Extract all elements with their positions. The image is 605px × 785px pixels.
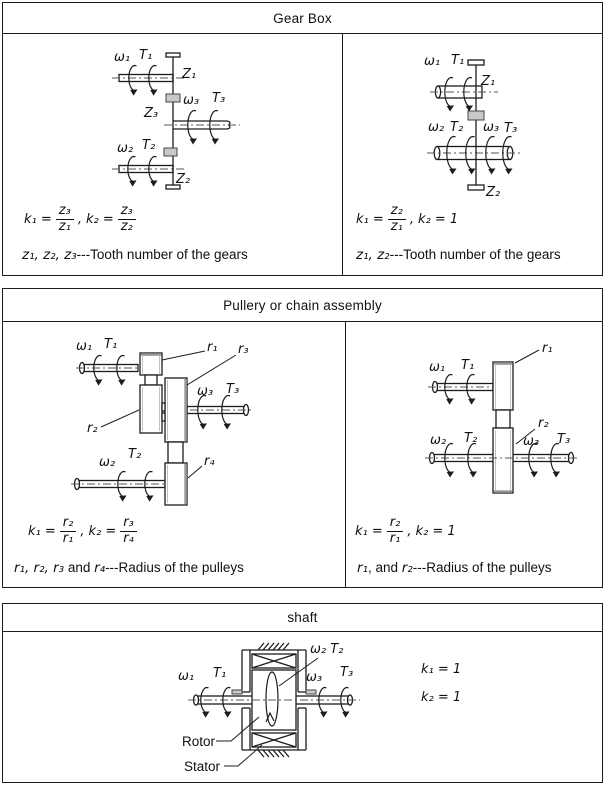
z2-label: Z₂ — [486, 185, 501, 200]
t1-label: T₁ — [213, 666, 227, 681]
hatching-top — [258, 643, 289, 650]
pulley-left-formula: k₁ = $\frac{\text{r₂}}{\text{r₁}}$ , k₂ = $\frac{\text{r₃}}{\text{r₄}}$ — [28, 516, 137, 547]
pulley-r1 — [493, 362, 513, 410]
r4-label: r₄ — [204, 454, 215, 469]
t3-label: T₃ — [340, 665, 354, 680]
pulley-r2 — [140, 385, 162, 433]
omega2-label: ω₂ — [99, 455, 116, 470]
output-shaft-3 — [164, 121, 240, 129]
r1-label: r₁ — [207, 340, 218, 355]
r1-label: r₁ — [542, 341, 553, 356]
belt-tab-1 — [162, 403, 165, 411]
pulley-right-caption: r₁, and r₂---Radius of the pulleys — [357, 560, 552, 576]
input-shaft-1 — [76, 363, 146, 374]
t2-label: T₂ — [142, 138, 156, 153]
input-shaft-1 — [428, 382, 500, 393]
t3-label: T₃ — [212, 91, 226, 106]
gearbox-right-caption: z₁, z₂---Tooth number of the gears — [356, 247, 561, 263]
pulley-left-caption: r₁, r₂, r₃ and r₄---Radius of the pulleys — [14, 560, 244, 576]
shaft-k1-formula: k₁ = 1 — [421, 662, 462, 677]
z1-label: Z₁ — [182, 67, 197, 82]
z2-label: Z₂ — [176, 172, 191, 187]
hatching-bottom — [258, 750, 289, 757]
pulley-r1 — [140, 353, 162, 375]
gearbox-left-diagram — [112, 48, 240, 189]
winding-bottom — [252, 733, 296, 747]
omega3-label: ω₃ — [523, 434, 540, 449]
omega1-label: ω₁ — [429, 360, 446, 375]
t2-label: T₂ — [128, 447, 142, 462]
omega1-label: ω₁ — [424, 54, 441, 69]
z3-label: Z₃ — [144, 106, 159, 121]
t3-label: T₃ — [504, 121, 518, 136]
t2-label: T₂ — [464, 431, 478, 446]
pulley-title-text: Pullery or chain assembly — [223, 297, 382, 313]
omega2-label: ω₂ — [117, 141, 134, 156]
omega2-label: ω₂ — [430, 433, 447, 448]
gearbox-right-diagram — [424, 53, 521, 200]
pulley-r4 — [165, 463, 187, 505]
pulley-left-diagram — [71, 337, 252, 505]
pulley-hub-a — [145, 375, 157, 385]
r2-label: r₂ — [538, 416, 549, 431]
input-shaft-2 — [71, 479, 170, 490]
omega1-label: ω₁ — [178, 669, 195, 684]
r2-label: r₂ — [87, 421, 98, 436]
stator-label: Stator — [184, 759, 221, 774]
pulley-right-formula: k₁ = $\frac{\text{r₂}}{\text{r₁}}$ , k₂ = 1 — [355, 515, 456, 546]
gearbox-left-caption: z₁, z₂, z₃---Tooth number of the gears — [22, 247, 248, 263]
omega2-t2-label: ω₂ T₂ — [310, 642, 344, 657]
gearbox-right-formula: k₁ = $\frac{\text{z₂}}{\text{z₁}}$ , k₂ = 1 — [356, 203, 459, 234]
omega2-label: ω₂ — [428, 120, 445, 135]
pulley-hub — [496, 410, 510, 428]
t1-label: T₁ — [461, 358, 475, 373]
t1-label: T₁ — [451, 53, 465, 68]
r3-label: r₃ — [238, 342, 249, 357]
winding-top — [252, 654, 296, 668]
omega3-label: ω₃ — [183, 93, 200, 108]
omega1-label: ω₁ — [76, 339, 93, 354]
t3-label: T₃ — [557, 432, 571, 447]
rotor-label: Rotor — [182, 734, 216, 749]
shaft-k2-formula: k₂ = 1 — [421, 690, 462, 705]
pulley-hub-b — [168, 442, 183, 463]
pulley-r3 — [165, 378, 187, 442]
output-shaft-2 — [427, 147, 521, 160]
gearbox-title-text: Gear Box — [273, 10, 332, 26]
z1-label: Z₁ — [481, 74, 496, 89]
pulley-right-diagram — [425, 341, 578, 493]
leader-lines — [515, 350, 539, 444]
omega3-label: ω₃ — [483, 120, 500, 135]
omega3-label: ω₃ — [197, 384, 214, 399]
belt-tab-2 — [162, 413, 165, 421]
shaft-title-text: shaft — [287, 610, 318, 625]
omega1-label: ω₁ — [114, 50, 131, 65]
t1-label: T₁ — [104, 337, 118, 352]
omega3-label: ω₃ — [306, 670, 323, 685]
t2-label: T₂ — [450, 120, 464, 135]
t1-label: T₁ — [139, 48, 153, 63]
shaft-diagram — [178, 642, 360, 774]
gearbox-left-formula: k₁ = $\frac{\text{z₃}}{\text{z₁}}$ , k₂ = $\frac{\text{z₃}}{\text{z₂}}$ — [24, 204, 136, 235]
pulley-r2 — [493, 428, 513, 493]
t3-label: T₃ — [226, 382, 240, 397]
